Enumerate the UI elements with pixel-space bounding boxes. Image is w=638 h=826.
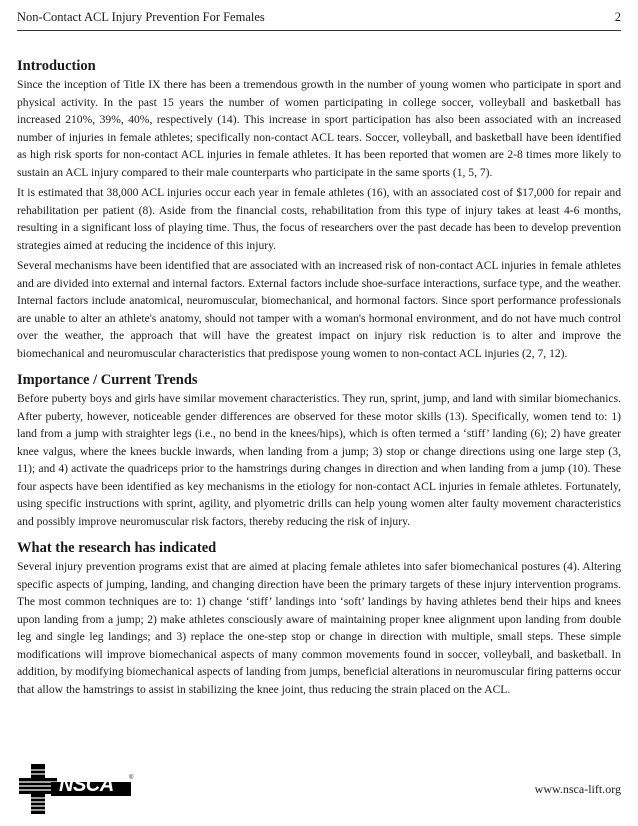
section-heading: Introduction: [17, 58, 96, 74]
running-title: Non-Contact ACL Injury Prevention For Females: [17, 10, 265, 24]
section-introduction: [17, 58, 621, 362]
nsca-logo: [17, 762, 147, 816]
section-research: [17, 540, 621, 698]
article-body: [17, 58, 621, 708]
logo-text: NSCA: [59, 774, 114, 796]
website-url: www.nsca-lift.org: [534, 782, 621, 796]
section-heading: Importance / Current Trends: [17, 372, 198, 388]
page-header: [17, 10, 621, 31]
page-footer: [17, 762, 621, 816]
page-number: 2: [614, 10, 621, 24]
paragraph: Several injury prevention programs exist that are aimed at placing female athletes into safer biomechanical postures (4). Altering specific aspects of jumping, landing, and changing direction have been the primary targets of these injury intervention programs. The most common techniques are to: 1) change ‘stiff’ landings into ‘soft’ landings by having athletes bend their hips and knees upon landing from a jump; 2) make athletes consciously aware of maintaining proper knee alignment upon landing from double leg and single leg landings; and 3) replace the one-step stop or change in direction with multiple, small steps. These simple modifications will improve biomechanical aspects of many common movements found in soccer, volleyball, and basketball. In addition, by modifying biomechanical aspects of landing from jumps, beneficial alterations in neuromuscular firing patterns occur that allow the hamstrings to assist in stabilizing the knee joint, thus reducing the strain placed on the ACL.: [17, 560, 621, 696]
section-heading: What the research has indicated: [17, 540, 217, 556]
paragraph: It is estimated that 38,000 ACL injuries occur each year in female athletes (16), with an associated cost of $17,000 for repair and rehabilitation per patient (8). Aside from the financial costs, rehabilitation from this type of injury takes at least 4-6 months, resulting in a significant loss of playing time. Thus, the focus of researchers over the past decade has been to develop prevention strategies aimed at reducing the incidence of this injury.: [17, 186, 621, 252]
paragraph: Before puberty boys and girls have similar movement characteristics. They run, sprint, jump, and land with similar biomechanics. After puberty, however, noticeable gender differences are observed for these motor skills (13). Specifically, women tend to: 1) land from a jump with straighter legs (i.e., no bend in the knees/hips), which is often termed a ‘stiff’ landing (6); 2) have greater knee valgus, where the knees buckle inwards, when landing from a jump; 3) stop or change directions using one large step (3, 11); and 4) activate the quadriceps prior to the hamstrings during changes in direction and when landing from a jump (10). These four aspects have been identified as key mechanisms in the etiology for non-contact ACL injuries in female athletes. Fortunately, using specific instructions with sprint, agility, and plyometric drills can help young women alter faulty movement characteristics and possibly improve neuromuscular risk factors, thereby reducing the risk of injury.: [17, 392, 621, 528]
section-importance: [17, 372, 621, 530]
logo-trademark: ®: [129, 775, 134, 781]
paragraph: Several mechanisms have been identified that are associated with an increased risk of non-contact ACL injuries in female athletes and are divided into external and internal factors. External factors include shoe-surface interactions, surface type, and the weather. Internal factors include anatomical, neuromuscular, biomechanical, and hormonal factors. Since sport performance professionals are unable to alter an athlete's anatomy, should not tamper with a woman's hormonal environment, and do not have much control over the weather, the approach that will have the greatest impact on injury risk reduction is to alter and improve the biomechanical and neuromuscular characteristics that predispose young women to non-contact ACL injuries (2, 7, 12).: [17, 259, 621, 360]
paragraph: Since the inception of Title IX there has been a tremendous growth in the number of young women who participate in sport and physical activity. In the past 15 years the number of women participating in college soccer, volleyball and basketball has increased 210%, 39%, 40%, respectively (14). This increase in sport participation has also been associated with an increased number of injuries in female athletes; specifically non-contact ACL tears. Soccer, volleyball, and basketball have been identified as high risk sports for non-contact ACL injuries in female athletes. It has been reported that women are 2-8 times more likely to sustain an ACL injury compared to their male counterparts who participate in the same sports (1, 5, 7).: [17, 78, 621, 179]
